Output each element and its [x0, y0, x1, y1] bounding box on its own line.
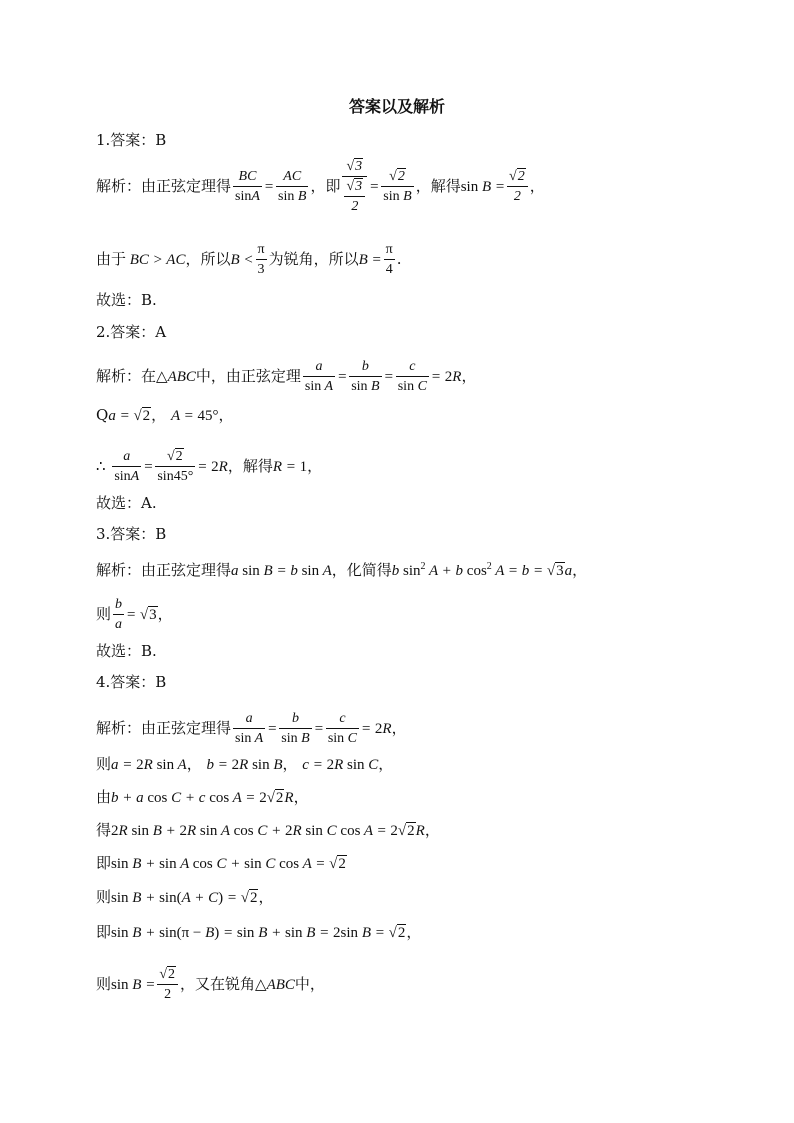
- q3-solution-line-1: 解析：由正弦定理得a sin B = b sin A，化简得b $\sin^2 A + b$ $\cos^2 A = b = √3a$，: [96, 561, 588, 579]
- q2-answer: 2.答案：A: [96, 323, 167, 341]
- q1-solution-line-2: 由于 BC > AC，所以B < $\frac{\pi}{3}$ 为锐角，所以B = $\frac{\pi}{4}$ .: [96, 242, 402, 277]
- q4-answer: 4.答案：B: [96, 673, 167, 691]
- q2-solution-line-3: ∴ $\frac{a}{\sin A}$ = $\frac{√2}{\sin 45^\circ}$ = 2R，解得R = 1，: [96, 449, 323, 484]
- q4-solution-line-4: 得2R sin B + 2R sin A cos C + 2R sin C cos A = 2√2R，: [96, 821, 440, 839]
- q4-solution-line-1: 解析：由正弦定理得 $\frac{a}{\text{sin A}}$ = $\frac{b}{\text{sin B}}$ = $\frac{c}{\text{sin C}}$ = 2R，: [96, 711, 407, 746]
- q3-choice: 故选：B.: [96, 642, 157, 660]
- q3-answer: 3.答案：B: [96, 525, 167, 543]
- q4-solution-line-6: 则sin B + sin(A + C) = √2，: [96, 888, 274, 906]
- q1-answer: 1.答案：B: [96, 131, 167, 149]
- q1-solution-line-1: 解析：由正弦定理得 $\frac{BC}{\sin A}$ = $\frac{AC}{\text{sin B}}$ ，即 $\frac{√3}{\frac{√3}{2}}$ = $\frac{√2}{\text{sin B}}$ ，解得sin B = $\frac{√2}{2}$ ，: [96, 159, 545, 214]
- page-title: 答案以及解析: [348, 97, 445, 116]
- q3-solution-line-2: 则 $\frac{b}{a}$ = √3，: [96, 597, 173, 632]
- q4-solution-line-5: 即sin B + sin A cos C + sin C cos A = √2: [96, 854, 346, 872]
- q2-choice: 故选：A.: [96, 494, 157, 512]
- q2-solution-line-2: Qa = √2， A = 45°，: [96, 406, 234, 424]
- q2-solution-line-1: 解析：在△ABC中，由正弦定理 $\frac{a}{\text{sin A}}$ = $\frac{b}{\text{sin B}}$ = $\frac{c}{\text{sin C}}$ = 2R，: [96, 359, 477, 394]
- q4-solution-line-3: 由b + a cos C + c cos A = 2√2R，: [96, 788, 309, 806]
- q4-solution-line-8: 则sin B = $\frac{√2}{2}$ ，又在锐角△ABC中，: [96, 967, 325, 1002]
- q4-solution-line-7: 即sin B + sin(π − B) = sin B + sin B = 2sin B = √2，: [96, 923, 422, 941]
- q1-choice: 故选：B.: [96, 291, 157, 309]
- q4-solution-line-2: 则a = 2R sin A， b = 2R sin B， c = 2R sin C，: [96, 755, 394, 773]
